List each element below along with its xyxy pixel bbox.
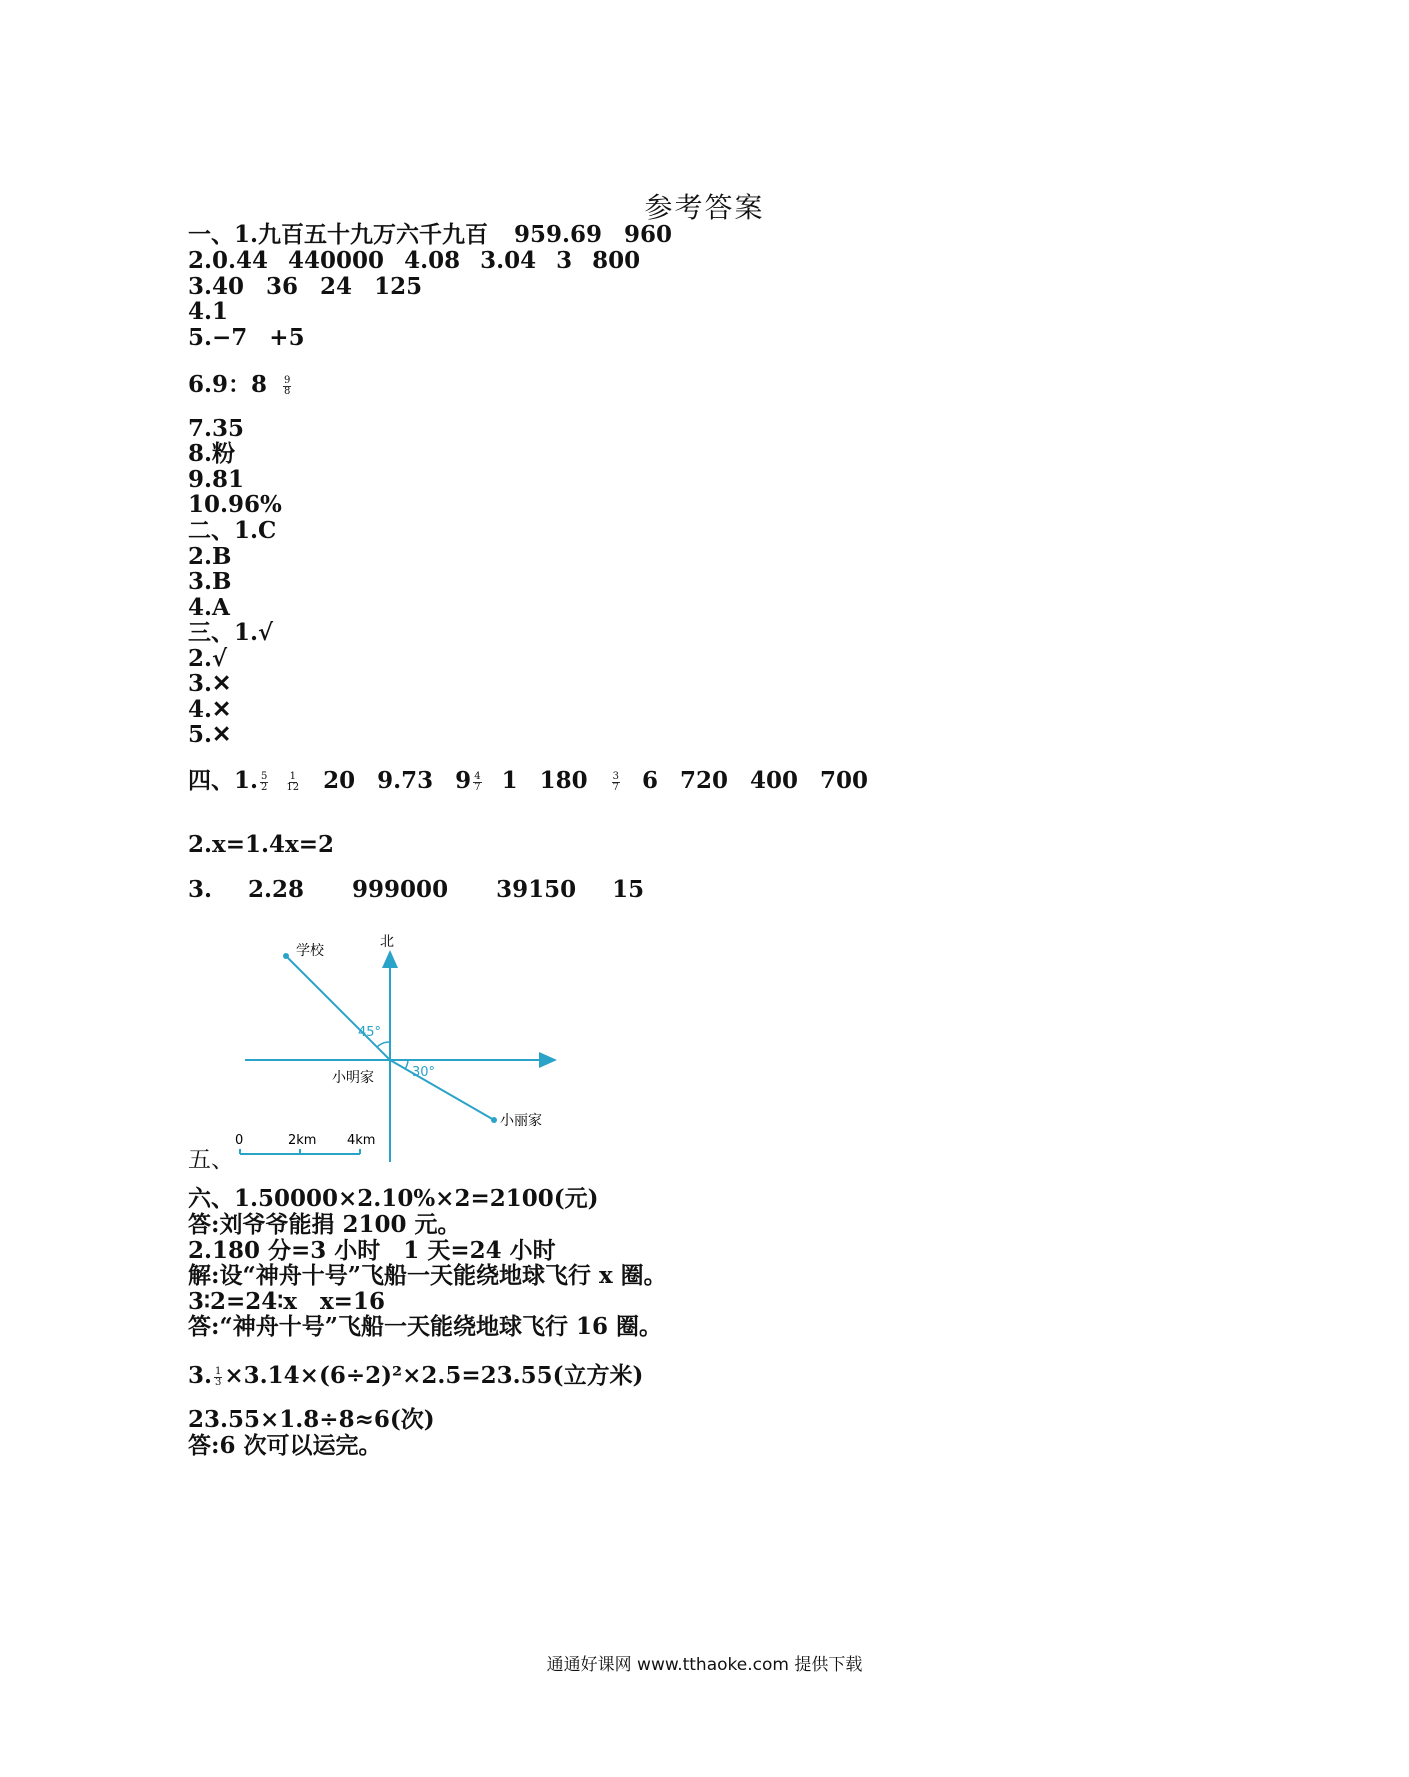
school-line xyxy=(286,956,390,1060)
s4-v2: 9.73 xyxy=(377,767,434,794)
lihome-label: 小丽家 xyxy=(500,1113,542,1129)
s4-v7: 720 xyxy=(679,767,728,794)
s6-line-4: 解:设“神舟十号”飞船一天能绕地球飞行 x 圈。 xyxy=(188,1262,667,1289)
s4-line-3 xyxy=(188,877,644,903)
s1-l1-b: 960 xyxy=(624,221,673,248)
direction-diagram xyxy=(230,930,610,1170)
s1-line-4: 4.1 xyxy=(188,298,229,325)
s1-l2-v4: 3 xyxy=(556,247,573,274)
s1-l6-fraction: $\frac{9}{8}$ xyxy=(284,374,291,397)
s6-line-3: 2.180 分=3 小时 1 天=24 小时 xyxy=(188,1237,556,1264)
scale-label-1: 2km xyxy=(288,1133,317,1148)
s2-line-2: 2.B xyxy=(188,543,232,570)
s4-v8: 400 xyxy=(750,767,799,794)
s1-line-9: 9.81 xyxy=(188,466,245,493)
s1-line-6 xyxy=(188,372,293,398)
s4-v6: 6 xyxy=(641,767,658,794)
s1-l1-a: 959.69 xyxy=(514,221,603,248)
page-title: 参考答案 xyxy=(644,191,765,224)
angle-45-label: 45° xyxy=(358,1025,382,1040)
s6-line-5: 3∶2=24∶x x=16 xyxy=(188,1288,385,1315)
s3-line-4: 4.✕ xyxy=(188,696,232,723)
s5-prefix: 五、 xyxy=(188,1147,234,1173)
s3-line-1: 三、1.√ xyxy=(188,619,274,646)
s1-l2-v5: 800 xyxy=(592,247,641,274)
s1-l3-v0: 3.40 xyxy=(188,273,245,300)
s2-line-3: 3.B xyxy=(188,568,232,595)
s4-frac-1: $\frac{5}{2}$ xyxy=(261,770,268,793)
s6-line-7 xyxy=(188,1363,643,1389)
s3-line-2: 2.√ xyxy=(188,645,228,672)
s6-l7-prefix: 3. xyxy=(188,1362,213,1389)
s4-v9: 700 xyxy=(820,767,869,794)
school-label: 学校 xyxy=(296,943,324,959)
s4-l3-v0: 2.28 xyxy=(248,876,305,903)
s1-l2-v0: 2.0.44 xyxy=(188,247,269,274)
scale-label-0: 0 xyxy=(235,1133,244,1148)
s1-line-5 xyxy=(188,325,305,351)
s6-l7-rest: ×3.14×(6÷2)²×2.5=23.55(立方米) xyxy=(224,1362,644,1389)
s1-l3-v1: 36 xyxy=(266,273,299,300)
s2-line-4: 4.A xyxy=(188,594,230,621)
s4-line-1 xyxy=(188,768,868,794)
s1-line-3 xyxy=(188,274,422,300)
home-label: 小明家 xyxy=(332,1070,374,1086)
s4-l3-prefix: 3. xyxy=(188,876,213,903)
s4-l3-v2: 39150 xyxy=(496,876,577,903)
s4-l1-prefix: 四、1. xyxy=(188,767,259,794)
s1-line-8: 8.粉 xyxy=(188,440,236,467)
s1-l1-prefix: 一、1.九百五十九万六千九百 xyxy=(188,221,489,248)
s1-l5-v0: 5.−7 xyxy=(188,324,248,351)
s1-line-1 xyxy=(188,222,672,248)
s4-v5: 180 xyxy=(539,767,588,794)
s1-line-2 xyxy=(188,248,640,274)
s2-line-1: 二、1.C xyxy=(188,517,277,544)
s1-l6-prefix: 6.9：8 xyxy=(188,371,268,398)
s1-l3-v2: 24 xyxy=(320,273,353,300)
s1-l2-v3: 3.04 xyxy=(480,247,537,274)
s6-line-8: 23.55×1.8÷8≈6(次) xyxy=(188,1406,435,1433)
s1-l2-v1: 440000 xyxy=(288,247,385,274)
s3-line-5: 5.✕ xyxy=(188,721,232,748)
scale-label-2: 4km xyxy=(347,1133,376,1148)
s4-frac-4: $\frac{3}{7}$ xyxy=(612,770,619,793)
s4-frac-3: $\frac{4}{7}$ xyxy=(474,770,481,793)
s6-line-6: 答:“神舟十号”飞船一天能绕地球飞行 16 圈。 xyxy=(188,1313,662,1340)
s4-l3-v1: 999000 xyxy=(352,876,449,903)
s4-v4: 1 xyxy=(501,767,518,794)
s4-line-2: 2.x=1.4x=2 xyxy=(188,831,334,858)
north-label: 北 xyxy=(380,934,394,950)
s1-l5-v1: +5 xyxy=(269,324,305,351)
s1-line-7: 7.35 xyxy=(188,415,245,442)
s1-l2-v2: 4.08 xyxy=(404,247,461,274)
s1-line-10: 10.96% xyxy=(188,491,282,518)
s6-l7-fraction: $\frac{1}{3}$ xyxy=(215,1365,222,1388)
s3-line-3: 3.✕ xyxy=(188,670,232,697)
footer-source: 通通好课网 www.tthaoke.com 提供下载 xyxy=(546,1655,863,1675)
s6-line-2: 答:刘爷爷能捐 2100 元。 xyxy=(188,1211,461,1238)
s4-v1: 20 xyxy=(323,767,356,794)
s6-line-1: 六、1.50000×2.10%×2=2100(元) xyxy=(188,1185,599,1212)
angle-30-label: 30° xyxy=(412,1065,436,1080)
angle-45-arc xyxy=(377,1042,390,1047)
school-point xyxy=(283,953,289,959)
s6-line-9: 答:6 次可以运完。 xyxy=(188,1432,382,1459)
s4-frac-2: $\frac{1}{12}$ xyxy=(286,770,300,793)
s1-l3-v3: 125 xyxy=(374,273,423,300)
angle-30-arc xyxy=(405,1060,408,1069)
s4-l3-v3: 15 xyxy=(612,876,645,903)
lihome-point xyxy=(491,1117,497,1123)
s4-v3-whole: 9 xyxy=(455,767,472,794)
